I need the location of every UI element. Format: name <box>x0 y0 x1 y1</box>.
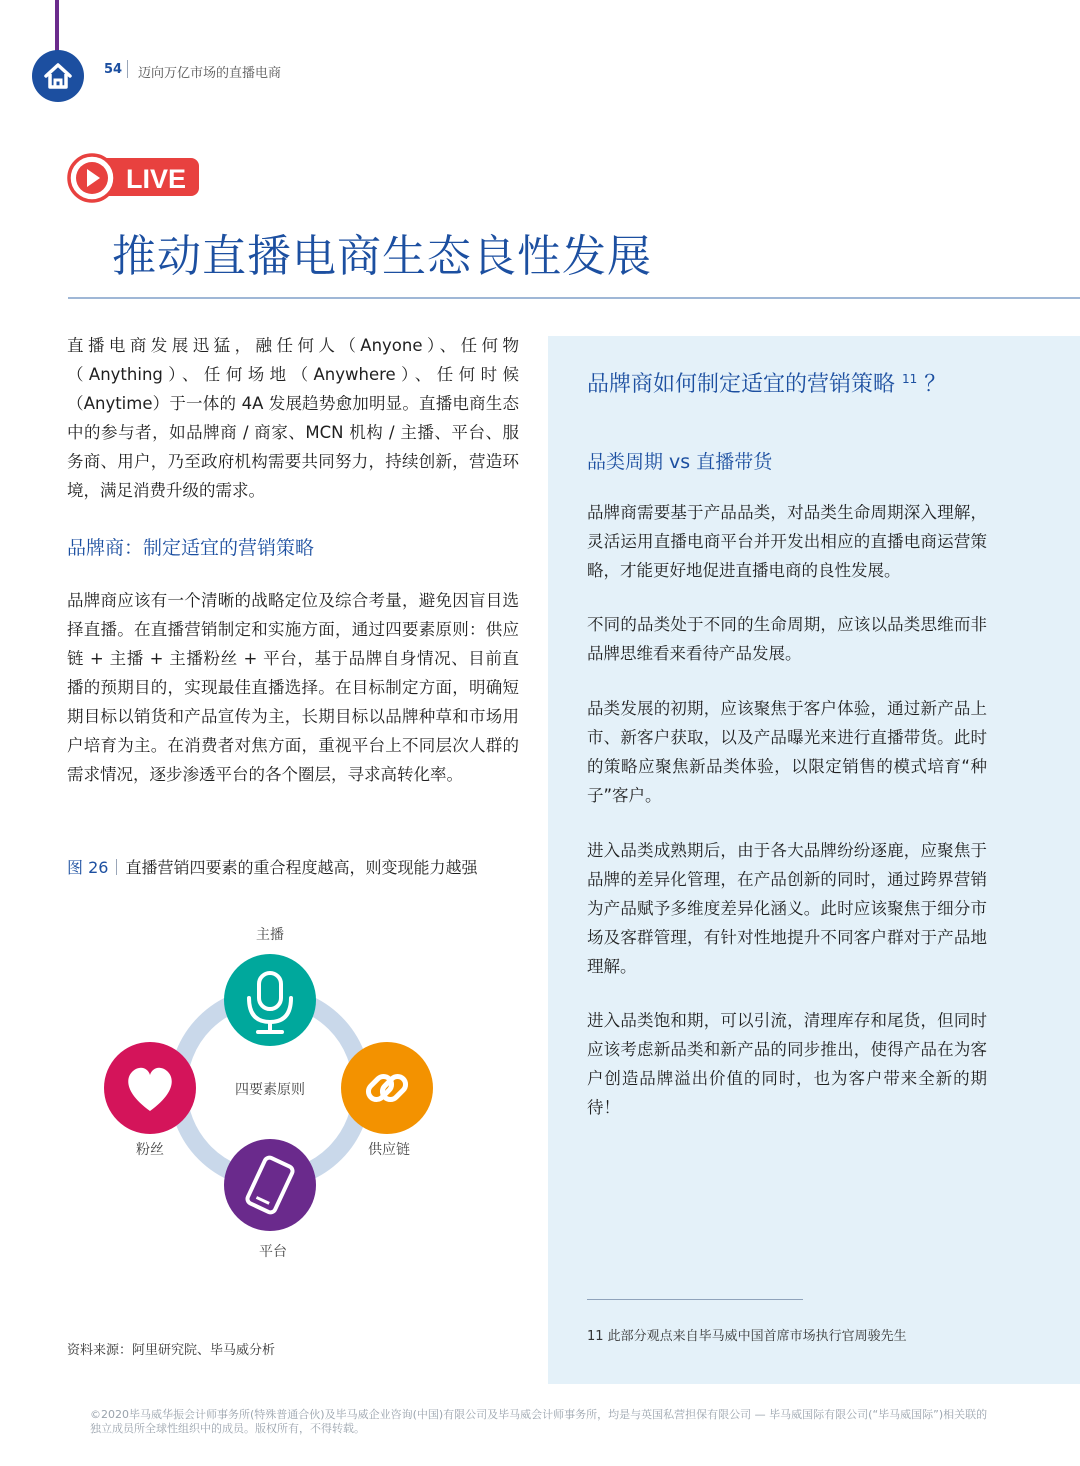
node-label-fans: 粉丝 <box>136 1142 164 1158</box>
figure-source: 资料来源：阿里研究院、毕马威分析 <box>67 1343 276 1358</box>
live-badge-label: LIVE <box>126 164 187 194</box>
node-label-platform: 平台 <box>259 1244 287 1260</box>
panel-paragraph: 不同的品类处于不同的生命周期，应该以品类思维而非品牌思维看来看待产品发展。 <box>587 615 987 663</box>
page-headline: 推动直播电商生态良性发展 <box>112 231 652 282</box>
home-icon[interactable] <box>32 50 84 102</box>
diagram-center-label: 四要素原则 <box>235 1082 305 1098</box>
four-elements-diagram <box>95 918 455 1268</box>
header-divider <box>127 60 128 78</box>
figure-number: 图 26 <box>67 858 109 877</box>
panel-paragraph: 品类发展的初期，应该聚焦于客户体验，通过新产品上市、新客户获取，以及产品曝光来进行直播带货。此时的策略应聚焦新品类体验，以限定销售的模式培育“种子”客户。 <box>587 699 987 805</box>
question-mark: ？ <box>924 372 947 397</box>
footnote-rule <box>587 1299 803 1300</box>
figure-caption-text: 直播营销四要素的重合程度越高，则变现能力越强 <box>125 858 478 877</box>
node-platform <box>224 1139 316 1231</box>
live-badge <box>66 152 201 204</box>
section-paragraph: 品牌商应该有一个清晰的战略定位及综合考量，避免因盲目选择直播。在直播营销制定和实施方面，通过四要素原则：供应链 + 主播 + 主播粉丝 + 平台，基于品牌自身情况、目前直播的预期目的，实现最佳直播选择。在目标制定方面，明确短期目标以销货和产品宣传为主，长期目标以品牌种草和市场用户培育为主。在消费者对焦方面，重视平台上不同层次人群的需求情况，逐步渗透平台的各个圈层，寻求高转化率。 <box>67 591 519 784</box>
node-supply-chain <box>341 1042 433 1134</box>
panel-paragraph: 品牌商需要基于产品品类，对品类生命周期深入理解，灵活运用直播电商平台并开发出相应的直播电商运营策略，才能更好地促进直播电商的良性发展。 <box>587 503 987 580</box>
panel-question-text: 品牌商如何制定适宜的营销策略 <box>587 372 896 397</box>
panel-subheading: 品类周期 vs 直播带货 <box>587 451 773 473</box>
footnote: 11 此部分观点来自毕马威中国首席市场执行官周骏先生 <box>587 1329 907 1344</box>
intro-paragraph: 直播电商发展迅猛，融任何人（Anyone）、任何物（Anything）、任何场地（Anywhere）、任何时候（Anytime）于一体的 4A 发展趋势愈加明显。直播电商生态中的参与者，如品牌商 / 商家、MCN 机构 / 主播、平台、服务商、用户，乃至政府机构需要共同努力，持续创新，营造环境，满足消费升级的需求。 <box>67 336 519 500</box>
section-heading: 品牌商：制定适宜的营销策略 <box>67 537 315 559</box>
node-label-supply-chain: 供应链 <box>368 1142 410 1158</box>
node-label-anchor: 主播 <box>256 927 284 943</box>
figure-caption <box>67 855 477 878</box>
headline-rule <box>68 297 1080 299</box>
document-title: 迈向万亿市场的直播电商 <box>138 66 282 81</box>
footnote-ref: 11 <box>902 372 918 386</box>
panel-question <box>587 367 946 398</box>
panel-paragraph: 进入品类成熟期后，由于各大品牌纷纷逐鹿，应聚焦于品牌的差异化管理，在产品创新的同时，通过跨界营销为产品赋予多维度差异化涵义。此时应该聚焦于细分市场及客群管理，有针对性地提升不同客户群对于产品地理解。 <box>587 841 987 976</box>
header-accent-line <box>55 0 59 56</box>
panel-paragraph: 进入品类饱和期，可以引流，清理库存和尾货，但同时应该考虑新品类和新产品的同步推出，使得产品在为客户创造品牌溢出价值的同时，也为客户带来全新的期待！ <box>587 1011 987 1117</box>
copyright-notice: ©2020毕马威华振会计师事务所(特殊普通合伙)及毕马威企业咨询(中国)有限公司及毕马威会计师事务所，均是与英国私营担保有限公司 — 毕马威国际有限公司(“毕马威国际”)相关联的独立成员所全球性组织中的成员。版权所有，不得转载。 <box>90 1408 988 1435</box>
page-number: 54 <box>104 62 123 77</box>
